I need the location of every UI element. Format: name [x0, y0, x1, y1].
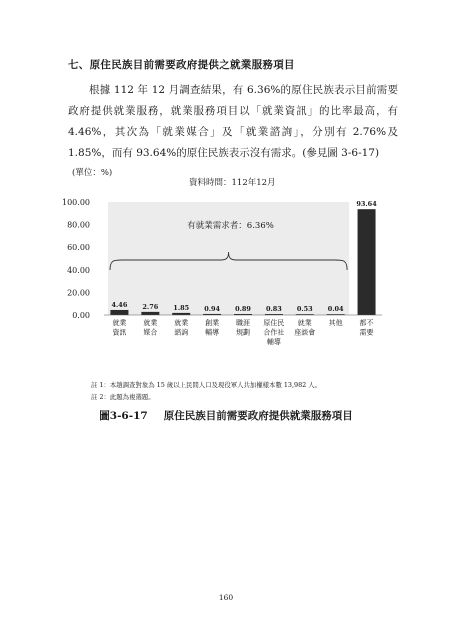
category-label: 需要 [359, 328, 374, 337]
category-label: 合作社 [263, 328, 285, 337]
bar-value-label: 0.04 [327, 305, 344, 314]
y-tick-label: 100.00 [62, 198, 90, 207]
category-label: 就業 [112, 319, 127, 327]
page-number: 160 [218, 593, 234, 602]
category-label: 就業 [143, 319, 158, 327]
bar-value-label: 4.46 [111, 300, 128, 309]
y-tick-label: 20.00 [67, 288, 90, 298]
paragraph-text: 根據 112 年 12 月調查結果，有 6.36%的原住民族表示目前需要政府提供就業服務，就業服務項目以「就業資訊」的比率最高，有 4.46%，其次為「就業媒合」及「就業諮詢」，分別有 2.76%及 1.85%，而有 93.64%的原住民族表示沒有需求。(參見圖 3-6-17) [68, 84, 398, 159]
bar [141, 312, 159, 315]
category-label: 創業 [205, 319, 220, 327]
bar-value-label: 2.76 [142, 302, 159, 311]
need-region-bg [108, 202, 349, 315]
category-label: 諮詢 [174, 328, 189, 337]
figure-number: 圖3-6-17 [99, 410, 148, 422]
bar-value-label: 93.64 [356, 200, 377, 209]
bar-value-label: 0.83 [265, 305, 282, 314]
category-label: 輔導 [266, 338, 281, 346]
category-label: 座談會 [294, 328, 316, 337]
category-label: 就業 [297, 319, 312, 327]
bar-value-label: 0.89 [235, 304, 251, 313]
y-tick-label: 0.00 [72, 311, 90, 320]
footnotes [91, 379, 321, 403]
y-tick-label: 60.00 [67, 243, 90, 253]
category-label: 原住民 [263, 319, 285, 327]
bar [110, 310, 128, 315]
bar-value-label: 1.85 [173, 303, 190, 312]
category-label: 資訊 [112, 328, 127, 337]
category-label: 其他 [328, 319, 343, 327]
y-tick-label: 80.00 [67, 220, 90, 230]
category-label: 職涯 [236, 319, 250, 327]
unit-label: (單位：%) [72, 168, 113, 178]
bar-value-label: 0.94 [204, 304, 221, 313]
category-label: 就業 [174, 319, 189, 327]
section-heading: 七、原住民族目前需要政府提供之就業服務項目 [68, 59, 295, 71]
bar [358, 209, 376, 315]
footnote-2: 註 2：此題為複選題。 [91, 393, 155, 401]
bar-value-label: 0.53 [296, 305, 313, 314]
category-label: 都不 [359, 319, 374, 327]
bar [172, 313, 190, 315]
figure-title: 原住民族目前需要政府提供就業服務項目 [163, 410, 353, 422]
body-paragraph [68, 80, 398, 164]
data-time-label: 資料時間：112年12月 [189, 178, 276, 188]
category-label: 媒合 [143, 328, 158, 337]
category-label: 輔導 [205, 328, 220, 337]
annotation-text: 有就業需求者：6.36% [187, 221, 274, 231]
figure-caption [0, 408, 452, 423]
footnote-1: 註 1：本趟調查對象為 15 歲以上民間人口及現役軍人共加權樣本數 13,982 人。 [91, 381, 322, 389]
bar-chart [60, 190, 390, 360]
y-tick-label: 40.00 [67, 265, 90, 275]
category-label: 規劃 [236, 328, 250, 337]
